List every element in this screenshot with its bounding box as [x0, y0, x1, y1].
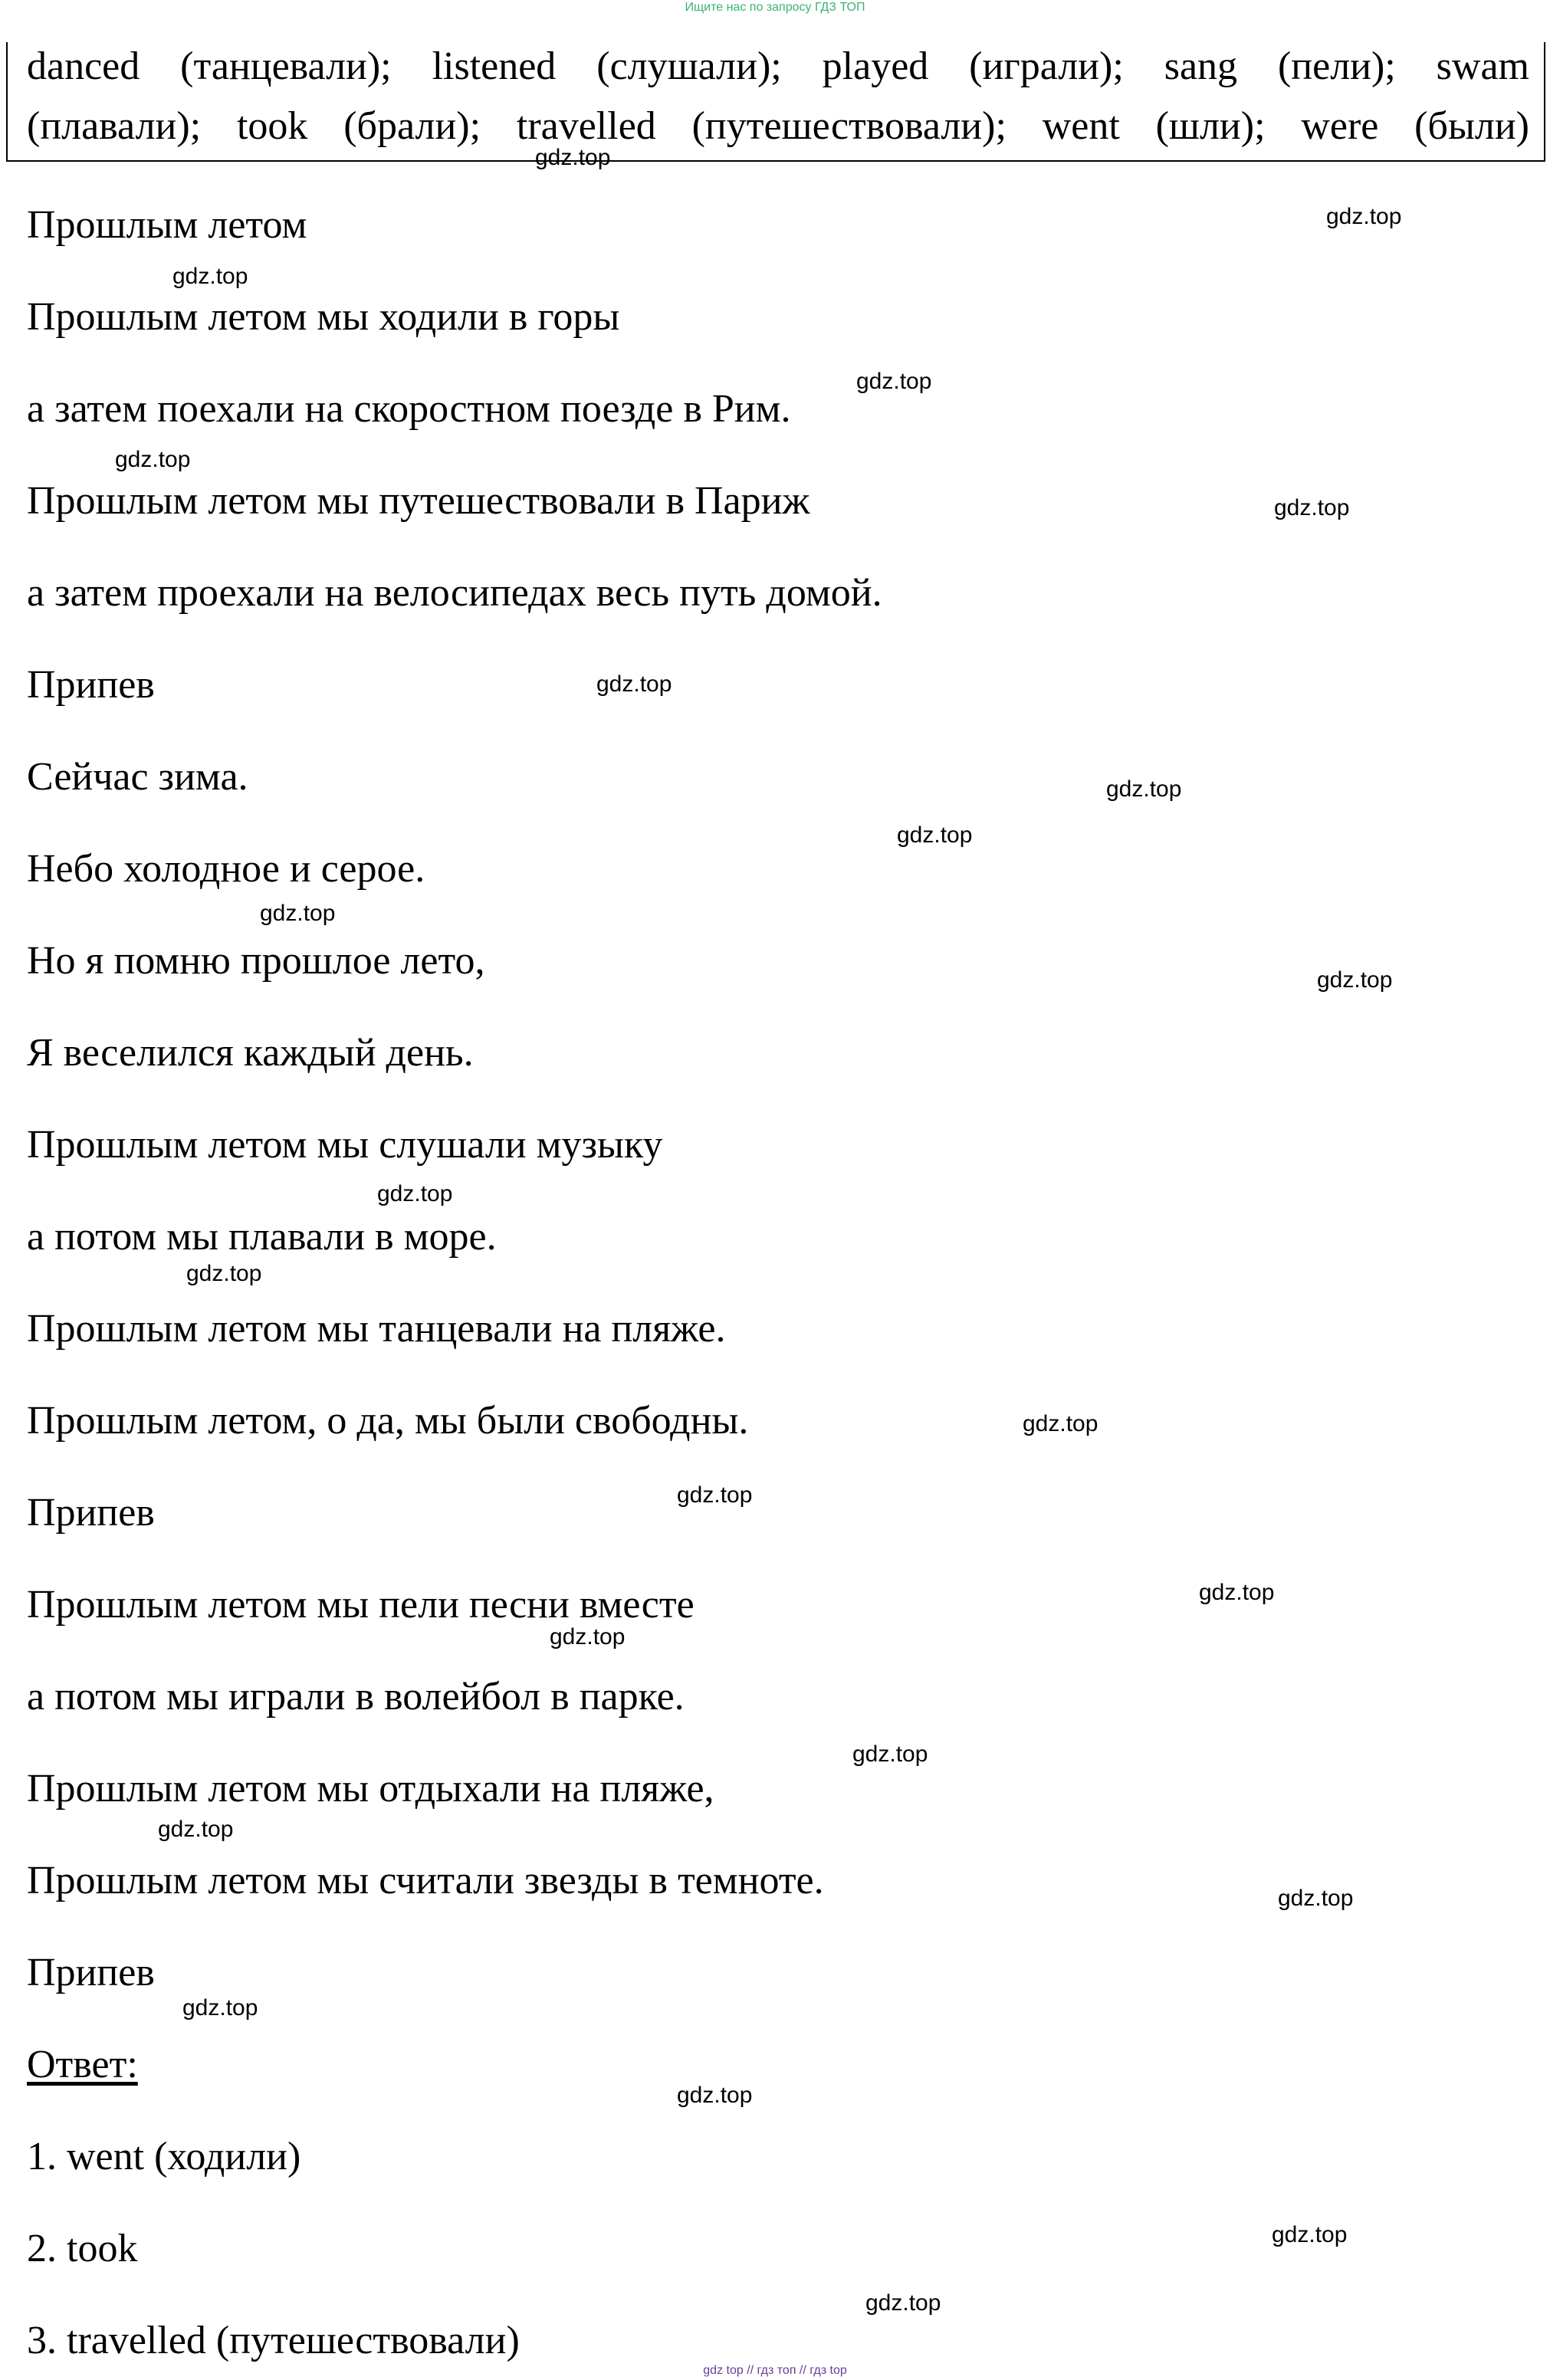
answer-item: 1. went (ходили) — [27, 2135, 301, 2178]
answer-item: 2. took — [27, 2227, 138, 2270]
watermark: gdz.top — [1023, 1411, 1098, 1436]
text-line: а потом мы играли в волейбол в парке. — [27, 1675, 685, 1719]
watermark: gdz.top — [377, 1181, 453, 1206]
watermark: gdz.top — [677, 2083, 753, 2108]
text-line: а потом мы плавали в море. — [27, 1215, 497, 1259]
watermark: gdz.top — [115, 447, 191, 472]
chorus-label: Припев — [27, 1491, 155, 1535]
text-line: Прошлым летом — [27, 203, 307, 247]
watermark: gdz.top — [1272, 2222, 1348, 2247]
word-bank-line-1: danced (танцевали); listened (слушали); played (играли); sang (пели); swam — [27, 44, 1529, 88]
watermark: gdz.top — [182, 1995, 258, 2021]
text-line: Прошлым летом мы слушали музыку — [27, 1123, 663, 1167]
text-line: Прошлым летом, о да, мы были свободны. — [27, 1399, 749, 1443]
watermark: gdz.top — [172, 264, 248, 289]
watermark: gdz.top — [1326, 204, 1402, 229]
answer-item: 3. travelled (путешествовали) — [27, 2319, 520, 2362]
watermark: gdz.top — [1274, 495, 1350, 520]
word-bank-line-2: (плавали); took (брали); travelled (путешествовали); went (шли); were (были) — [27, 104, 1529, 148]
footer-banner: gdz top // гдз топ // гдз top — [703, 2364, 847, 2377]
watermark: gdz.top — [1317, 967, 1393, 993]
text-line: Но я помню прошлое лето, — [27, 939, 485, 983]
watermark: gdz.top — [535, 145, 611, 170]
text-line: Прошлым летом мы ходили в горы — [27, 295, 620, 339]
watermark: gdz.top — [856, 369, 932, 394]
text-line: Прошлым летом мы считали звезды в темноте. — [27, 1859, 824, 1902]
text-line: Сейчас зима. — [27, 755, 248, 799]
watermark: gdz.top — [158, 1817, 234, 1842]
text-line: Небо холодное и серое. — [27, 847, 425, 891]
watermark: gdz.top — [186, 1261, 262, 1286]
text-line: Прошлым летом мы путешествовали в Париж — [27, 479, 810, 523]
watermark: gdz.top — [260, 901, 336, 926]
watermark: gdz.top — [677, 1482, 753, 1508]
chorus-label: Припев — [27, 1951, 155, 1994]
watermark: gdz.top — [1106, 776, 1182, 802]
text-line: а затем проехали на велосипедах весь путь домой. — [27, 571, 882, 615]
text-line: а затем поехали на скоростном поезде в Рим. — [27, 387, 791, 431]
watermark: gdz.top — [865, 2290, 941, 2316]
text-line: Прошлым летом мы пели песни вместе — [27, 1583, 695, 1627]
watermark: gdz.top — [1199, 1580, 1275, 1605]
watermark: gdz.top — [1278, 1886, 1354, 1911]
text-line: Прошлым летом мы отдыхали на пляже, — [27, 1767, 714, 1810]
watermark: gdz.top — [550, 1624, 626, 1650]
answer-heading: Ответ: — [27, 2043, 138, 2086]
chorus-label: Припев — [27, 663, 155, 707]
text-line: Прошлым летом мы танцевали на пляже. — [27, 1307, 726, 1351]
watermark: gdz.top — [852, 1742, 928, 1767]
watermark: gdz.top — [596, 671, 672, 697]
top-banner: Ищите нас по запросу ГДЗ ТОП — [685, 1, 865, 14]
text-line: Я веселился каждый день. — [27, 1031, 474, 1075]
watermark: gdz.top — [897, 822, 973, 848]
